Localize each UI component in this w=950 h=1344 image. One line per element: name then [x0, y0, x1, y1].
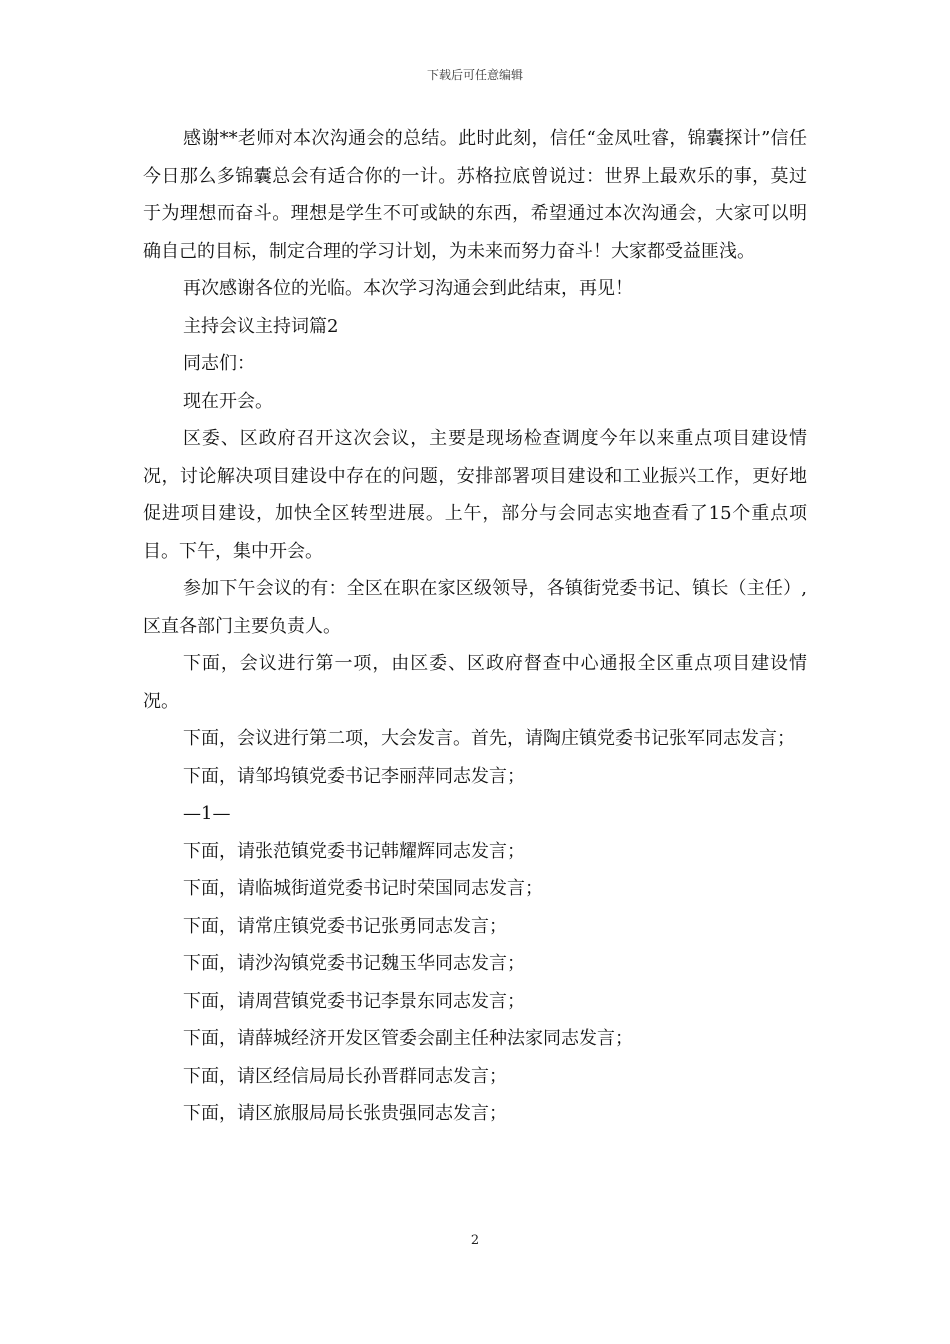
paragraph: 下面，请临城街道党委书记时荣国同志发言； — [183, 878, 543, 899]
paragraph: 下面，请薛城经济开发区管委会副主任种法家同志发言； — [183, 1028, 633, 1049]
page-number: 2 — [470, 1233, 480, 1248]
paragraph: 下面，请周营镇党委书记李景东同志发言； — [183, 990, 525, 1012]
paragraph: 再次感谢各位的光临。本次学习沟通会到此结束，再见！ — [183, 278, 633, 299]
paragraph: 区委、区政府召开这次会议，主要是现场检查调度今年以来重点项目建设情况，讨论解决项目建设中存在的问题，安排部署项目建设和工业振兴工作，更好地促进项目建设，加快全区转型进展。上午，部分与会同志实地查看了15个重点项目。下午，集中开会。 — [143, 428, 807, 562]
paragraph: 下面，请张范镇党委书记韩耀辉同志发言； — [183, 840, 525, 862]
section-title: 主持会议主持词篇2 — [183, 315, 339, 337]
paragraph: 下面，请区旅服局局长张贵强同志发言； — [183, 1103, 507, 1124]
paragraph: 感谢**老师对本次沟通会的总结。此时此刻，信任“金凤吐睿，锦囊探计”信任今日那么多锦囊总会有适合你的一计。苏格拉底曾说过：世界上最欢乐的事，莫过于为理想而奋斗。理想是学生不可或缺的东西，希望通过本次沟通会，大家可以明确自己的目标，制定合理的学习计划，为未来而努力奋斗！大家都受益匪浅。 — [143, 128, 807, 262]
paragraph: 下面，会议进行第二项，大会发言。首先，请陶庄镇党委书记张军同志发言； — [183, 728, 795, 749]
paragraph: 参加下午会议的有：全区在职在家区级领导，各镇街党委书记、镇长（主任）,区直各部门主要负责人。 — [143, 578, 807, 637]
paragraph: 现在开会。 — [183, 390, 273, 412]
inline-page-marker: —1— — [183, 803, 231, 824]
paragraph: 下面，请常庄镇党委书记张勇同志发言； — [183, 915, 507, 937]
document-body — [143, 120, 807, 1133]
paragraph: 下面，请区经信局局长孙晋群同志发言； — [183, 1065, 507, 1087]
paragraph: 下面，请沙沟镇党委书记魏玉华同志发言； — [183, 953, 525, 974]
page-header-note: 下载后可任意编辑 — [426, 68, 523, 82]
salutation: 同志们： — [183, 353, 255, 374]
paragraph: 下面，请邹坞镇党委书记李丽萍同志发言； — [183, 765, 525, 787]
paragraph: 下面，会议进行第一项，由区委、区政府督查中心通报全区重点项目建设情况。 — [143, 653, 807, 712]
